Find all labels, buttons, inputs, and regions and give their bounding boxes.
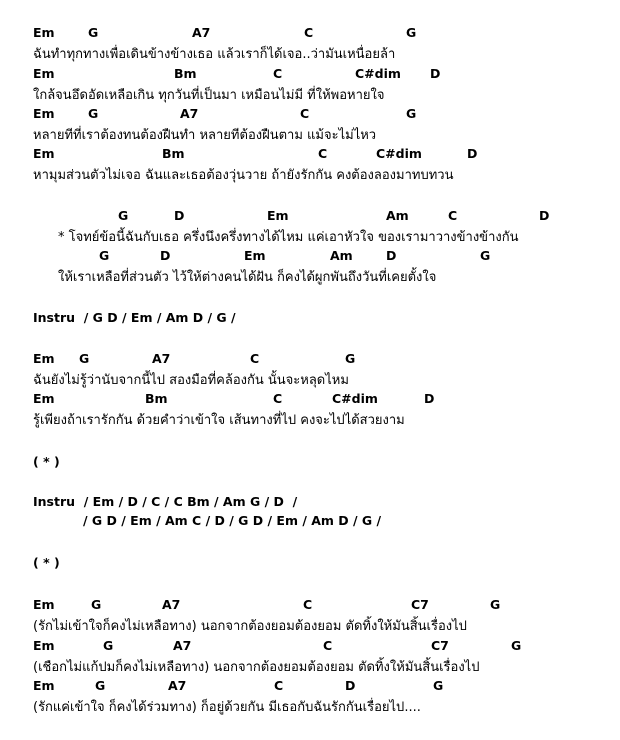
lyric-line: รู้เพียงถ้าเรารักกัน ด้วยคำว่าเข้าใจ เส้นทางที่ไป คงจะไปได้สวยงาม	[33, 413, 405, 428]
instru-text: Instru / Em / D / C / C Bm / Am G / D /	[33, 494, 298, 509]
chord: Em	[244, 248, 266, 263]
chord: Em	[33, 146, 55, 161]
chord: A7	[192, 25, 211, 40]
lyric-line: หามุมส่วนตัวไม่เจอ ฉันและเธอต้องวุ่นวาย ถ้ายังรักกัน คงต้องลองมาทบทวน	[33, 168, 454, 183]
chord: G	[103, 638, 114, 653]
lyric-line: (รักแค่เข้าใจ ก็คงได้ร่วมทาง) ก็อยู่ด้วยกัน มีเธอกับฉันรักกันเรื่อยไป....	[33, 700, 421, 715]
chord: Em	[33, 638, 55, 653]
lyric-line: * โจทย์ข้อนี้ฉันกับเธอ ครึ่งนึงครึ่งทางได้ไหม แค่เอาหัวใจ ของเรามาวางข้างข้างกัน	[58, 230, 519, 245]
chord: C	[323, 638, 333, 653]
chord: C#dim	[332, 391, 378, 406]
lyric-line: ฉันทำทุกทางเพื่อเดินข้างข้างเธอ แล้วเราก็ได้เจอ..ว่ามันเหนื่อยล้า	[33, 47, 396, 62]
chord: G	[79, 351, 90, 366]
chord: C7	[411, 597, 429, 612]
lyric-line: ใกล้จนอึดอัดเหลือเกิน ทุกวันที่เป็นมา เหมือนไม่มี ที่ให้พอหายใจ	[33, 88, 385, 103]
chord: G	[91, 597, 102, 612]
instru-text: / G D / Em / Am C / D / G D / Em / Am D / G /	[83, 513, 382, 528]
chord: D	[345, 678, 356, 693]
chord: A7	[173, 638, 192, 653]
chord: G	[406, 106, 417, 121]
chord: G	[118, 208, 129, 223]
chord: G	[88, 25, 99, 40]
chord: D	[424, 391, 435, 406]
chord: Bm	[174, 66, 197, 81]
chord: Em	[33, 66, 55, 81]
chord: C	[303, 597, 313, 612]
chord: C	[304, 25, 314, 40]
chord: G	[406, 25, 417, 40]
lyric-line: หลายทีที่เราต้องทนต้องฝืนทำ หลายทีต้องฝืนตาม แม้จะไม่ไหว	[33, 128, 377, 143]
chord: G	[511, 638, 522, 653]
chord: Em	[33, 351, 55, 366]
chord: G	[345, 351, 356, 366]
instru-text: Instru / G D / Em / Am D / G /	[33, 310, 236, 325]
chord: D	[430, 66, 441, 81]
chord: A7	[168, 678, 187, 693]
chord: C	[300, 106, 310, 121]
chord: C	[273, 391, 283, 406]
chord: D	[539, 208, 550, 223]
lyric-line: ฉันยังไม่รู้ว่านับจากนี้ไป สองมือที่คล้องกัน นั้นจะหลุดไหม	[33, 373, 349, 388]
lyric-line: (เชือกไม่แก้ปมก็คงไม่เหลือทาง) นอกจากต้องยอมต้องยอม ตัดทิ้งให้มันสิ้นเรื่องไป	[33, 660, 480, 675]
chord: Em	[33, 597, 55, 612]
chord: A7	[180, 106, 199, 121]
chord: G	[433, 678, 444, 693]
chord: A7	[162, 597, 181, 612]
chord: D	[160, 248, 171, 263]
chord: C7	[431, 638, 449, 653]
repeat-marker: ( * )	[33, 555, 60, 570]
repeat-marker: ( * )	[33, 454, 60, 469]
chord: C#dim	[376, 146, 422, 161]
chord: G	[88, 106, 99, 121]
chord: G	[99, 248, 110, 263]
chord: Em	[33, 106, 55, 121]
lyric-line: ให้เราเหลือที่ส่วนตัว ไว้ให้ต่างคนได้ฝัน ก็คงได้ผูกพันถึงวันที่เคยตั้งใจ	[58, 270, 437, 285]
chord: G	[480, 248, 491, 263]
chord: C#dim	[355, 66, 401, 81]
chord: Em	[33, 25, 55, 40]
chord: Em	[33, 391, 55, 406]
chord: Am	[386, 208, 409, 223]
chord: Bm	[162, 146, 185, 161]
chord: C	[273, 66, 283, 81]
chord: D	[174, 208, 185, 223]
chord: G	[490, 597, 501, 612]
chord: C	[250, 351, 260, 366]
chord: Em	[267, 208, 289, 223]
chord: D	[386, 248, 397, 263]
chord: C	[274, 678, 284, 693]
chord: Bm	[145, 391, 168, 406]
chord: Em	[33, 678, 55, 693]
chord: C	[448, 208, 458, 223]
chord: D	[467, 146, 478, 161]
chord: C	[318, 146, 328, 161]
chord: A7	[152, 351, 171, 366]
chord: Am	[330, 248, 353, 263]
lyric-line: (รักไม่เข้าใจก็คงไม่เหลือทาง) นอกจากต้องยอมต้องยอม ตัดทิ้งให้มันสิ้นเรื่องไป	[33, 619, 467, 634]
chord: G	[95, 678, 106, 693]
